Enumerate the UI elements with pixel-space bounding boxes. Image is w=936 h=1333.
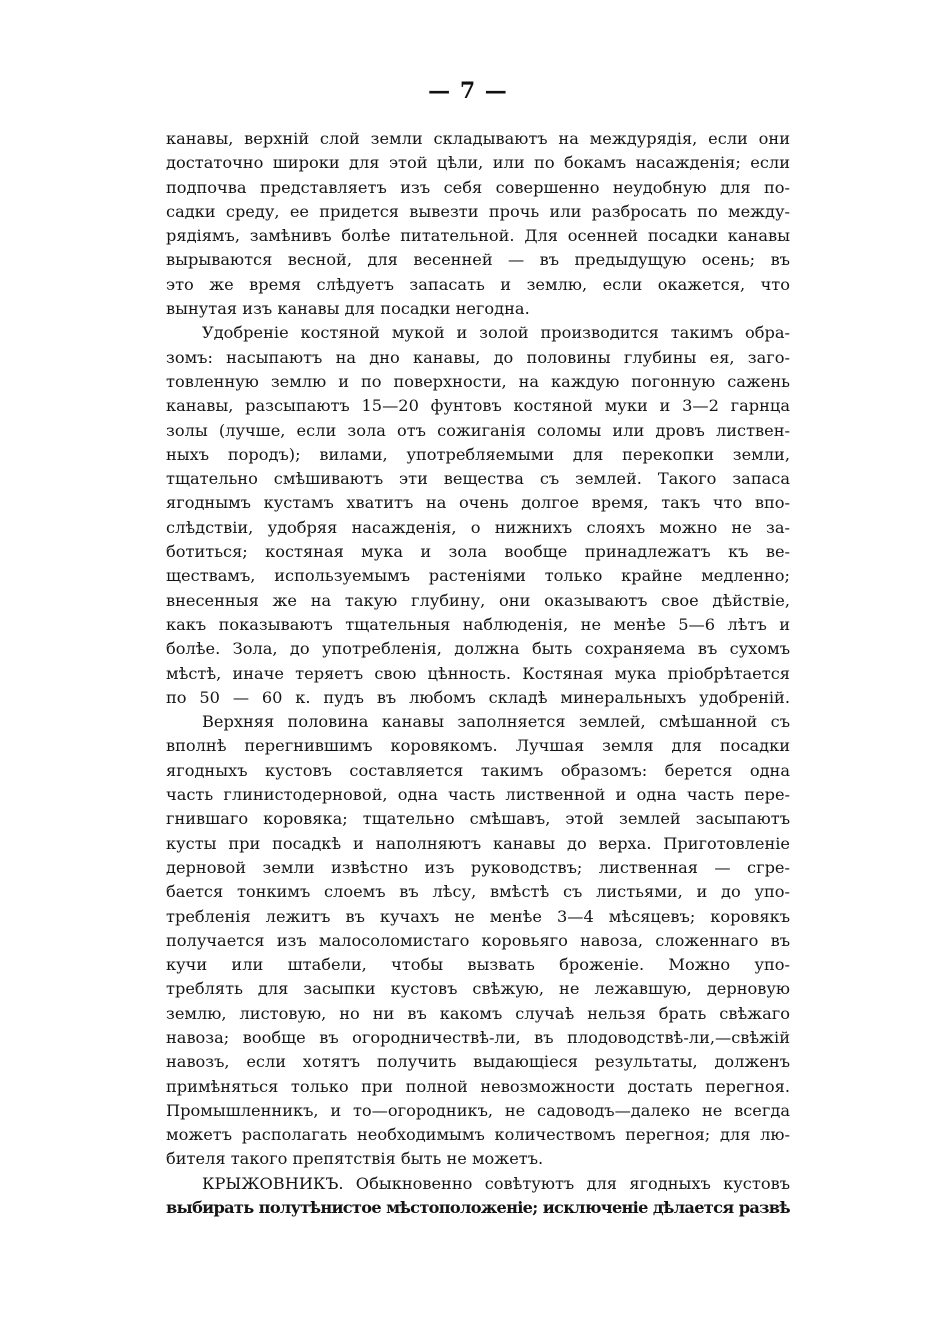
text-line: рядіямъ, замѣнивъ болѣе питательной. Для осенней посадки канавы: [166, 226, 790, 246]
text-line: внесенныя же на такую глубину, они оказываютъ свое дѣйствіе,: [166, 590, 790, 610]
text-line: часть глинистодерновой, одна часть лиственной и одна часть пере-: [166, 785, 790, 805]
text-line: садки среду, ее придется вывезти прочь или разбросать по между-: [166, 201, 790, 221]
text-line: Верхняя половина канавы заполняется землей, смѣшанной съ: [202, 712, 790, 732]
paragraph-3: [166, 710, 790, 1172]
text-line: выбирать полутѣнистое мѣстоположеніе; исключеніе дѣлается развѣ: [166, 1198, 790, 1218]
text-line: дерновой земли извѣстно изъ руководствъ; лиственная — сгре-: [166, 857, 790, 877]
text-line: вынутая изъ канавы для посадки негодна.: [166, 299, 530, 319]
text-line: мѣстѣ, иначе теряетъ свою цѣнность. Костяная мука пріобрѣтается: [166, 663, 790, 683]
text-line: какъ показываютъ тщательныя наблюденія, не менѣе 5—6 лѣтъ и: [166, 614, 790, 634]
text-line: ягоднымъ кустамъ хватитъ на очень долгое время, такъ что впо-: [166, 493, 790, 513]
text-line: навоза; вообще въ огородничествѣ-ли, въ плодоводствѣ-ли,—свѣжій: [166, 1027, 790, 1047]
text-line: по 50 — 60 к. пудъ въ любомъ складѣ минеральныхъ удобреній.: [166, 687, 790, 707]
text-line: кусты при посадкѣ и наполняютъ канавы до верха. Приготовленіе: [166, 833, 790, 853]
text-line: ягодныхъ кустовъ составляется такимъ образомъ: берется одна: [166, 760, 790, 780]
text-block: [166, 127, 790, 1220]
text-line: требленія лежитъ въ кучахъ не менѣе 3—4 мѣсяцевъ; коровякъ: [166, 906, 790, 926]
text-line: подпочва представляетъ изъ себя совершенно неудобную для по-: [166, 177, 790, 197]
text-line: кучи или штабели, чтобы вызвать броженіе. Можно упо-: [166, 955, 790, 975]
text-line: бается тонкимъ слоемъ въ лѣсу, вмѣстѣ съ листьями, и до упо-: [166, 882, 790, 902]
text-line: зомъ: насыпаютъ на дно канавы, до половины глубины ея, заго-: [166, 347, 790, 367]
text-line: ботиться; костяная мука и зола вообще принадлежатъ къ ве-: [166, 542, 790, 562]
text-line: гнившаго коровяка; тщательно смѣшавъ, этой землей засыпаютъ: [166, 809, 790, 829]
text-line: Удобреніе костяной мукой и золой производится такимъ обра-: [202, 323, 790, 343]
text-line: достаточно широки для этой цѣли, или по бокамъ насажденія; если: [166, 153, 790, 173]
text-line: товленную землю и по поверхности, на каждую погонную сажень: [166, 371, 790, 391]
text-line: можетъ располагать необходимымъ количествомъ перегноя; для лю-: [166, 1125, 790, 1145]
text-line: канавы, верхній слой земли складываютъ на междурядія, если они: [166, 129, 790, 148]
paragraph-1: [166, 127, 790, 321]
text-line: золы (лучше, если зола отъ сожиганія соломы или дровъ листвен-: [166, 420, 790, 440]
text-line: бителя такого препятствія быть не можетъ.: [166, 1149, 544, 1169]
text-line: вырываются весной, для весенней — въ предыдущую осень; въ: [166, 250, 790, 270]
paragraph-4: [166, 1172, 790, 1221]
text-line: ныхъ породъ); вилами, употребляемыми для перекопки земли,: [166, 444, 790, 464]
text-line: землю, листовую, но ни въ какомъ случаѣ нельзя брать свѣжаго: [166, 1003, 790, 1023]
text-line: это же время слѣдуетъ запасать и землю, если окажется, что: [166, 274, 790, 294]
text-line: слѣдствіи, удобряя насажденія, о нижнихъ слояхъ можно не за-: [166, 517, 790, 537]
text-line: болѣе. Зола, до употребленія, должна быть сохраняема въ сухомъ: [166, 639, 790, 659]
text-line: получается изъ малосоломистаго коровьяго навоза, сложеннаго въ: [166, 930, 790, 950]
text-line: Промышленникъ, и то—огородникъ, не садоводъ—далеко не всегда: [166, 1100, 790, 1120]
text-line: тщательно смѣшиваютъ эти вещества съ землей. Такого запаса: [166, 469, 790, 489]
text-line: навозъ, если хотятъ получить выдающіеся результаты, долженъ: [166, 1052, 790, 1072]
paragraph-2: [166, 321, 790, 710]
text-line: канавы, разсыпаютъ 15—20 фунтовъ костяной муки и 3—2 гарнца: [166, 396, 790, 416]
text-line: КРЫЖОВНИКЪ. Обыкновенно совѣтуютъ для ягодныхъ кустовъ: [202, 1173, 790, 1193]
text-line: примѣняться только при полной невозможности достать перегноя.: [166, 1076, 790, 1096]
text-line: треблять для засыпки кустовъ свѣжую, не лежавшую, дерновую: [166, 979, 790, 999]
page-number: — 7 —: [428, 78, 508, 104]
text-line: ществамъ, используемымъ растеніями только крайне медленно;: [166, 566, 790, 586]
text-line: вполнѣ перегнившимъ коровякомъ. Лучшая земля для посадки: [166, 736, 790, 756]
